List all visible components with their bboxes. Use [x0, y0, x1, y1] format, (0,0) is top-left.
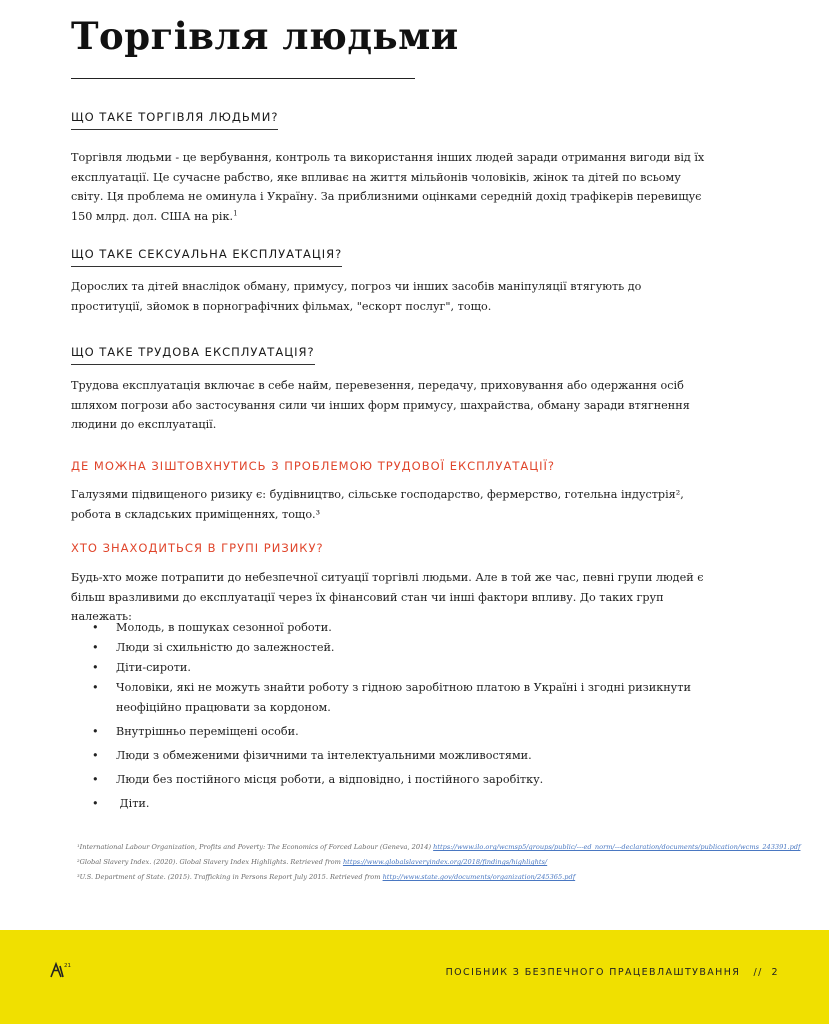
- section-body-sexual-exploitation: Дорослих та дітей внаслідок обману, примусу, погроз чи інших засобів маніпуляції втягують до проституції, зйомок в порнографічних фільмах, "ескорт послуг", тощо.: [71, 280, 642, 313]
- section-heading-labour-exploitation: ЩО ТАКЕ ТРУДОВА ЕКСПЛУАТАЦІЯ?: [71, 345, 315, 365]
- section-body-risk-group: Будь-хто може потрапити до небезпечної ситуації торгівлі людьми. Але в той же час, певні групи людей є більш вразливими до експлуатації через їх фінансовий стан чи інші фактори впливу. До таких груп належать:: [71, 571, 704, 623]
- list-item: [71, 618, 711, 638]
- footnote-1: [77, 843, 800, 851]
- section-body-labour-exploitation: Трудова експлуатація включає в себе найм, перевезення, передачу, приховування або одержання осіб шляхом погрози або застосування сили чи інших форм примусу, шахрайства, обману заради втягнення людини до експлуатації.: [71, 379, 690, 431]
- section-heading-trafficking: ЩО ТАКЕ ТОРГІВЛЯ ЛЮДЬМИ?: [71, 110, 278, 130]
- list-item-text: Чоловіки, які не можуть знайти роботу з гідною заробітною платою в Україні і згодні ризикнути неофіційно працювати за кордоном.: [116, 681, 691, 714]
- list-item: [71, 746, 711, 766]
- bullet-icon: •: [92, 773, 99, 786]
- section-body-where-exploitation: Галузями підвищеного ризику є: будівництво, сільське господарство, фермерство, готельна індустрія², робота в складських приміщеннях, тощо.³: [71, 488, 684, 521]
- bullet-icon: •: [92, 797, 99, 810]
- list-item: [71, 658, 711, 678]
- list-item-text: Люди без постійного місця роботи, а відповідно, і постійного заробітку.: [116, 773, 544, 786]
- bullet-icon: •: [92, 681, 99, 694]
- bullet-icon: •: [92, 749, 99, 762]
- page-title: Торгівля людьми: [71, 14, 459, 58]
- footer-guide-title: ПОСІБНИК З БЕЗПЕЧНОГО ПРАЦЕВЛАШТУВАННЯ // 2: [445, 967, 779, 978]
- section-body-trafficking: [71, 148, 711, 226]
- title-underline: [71, 78, 415, 79]
- bullet-icon: •: [92, 725, 99, 738]
- list-item-text: Діти.: [116, 797, 150, 810]
- footnote-link[interactable]: https://www.ilo.org/wcmsp5/groups/public/---ed_norm/---declaration/documents/publication/wcms_243391.pdf: [433, 843, 801, 851]
- page-footer: [0, 930, 829, 1024]
- list-item-text: Внутрішньо переміщені особи.: [116, 725, 299, 738]
- footnote-link[interactable]: http://www.state.gov/documents/organization/245365.pdf: [382, 873, 576, 881]
- footnote-3: [77, 873, 575, 881]
- footnote-2: [77, 858, 547, 866]
- bullet-icon: •: [92, 621, 99, 634]
- list-item-text: Люди зі схильністю до залежностей.: [116, 641, 335, 654]
- footnote-text: ²Global Slavery Index. (2020). Global Slavery Index Highlights. Retrieved from: [77, 858, 343, 866]
- list-item: [71, 722, 711, 742]
- bullet-icon: •: [92, 661, 99, 674]
- section-heading-risk-group: ХТО ЗНАХОДИТЬСЯ В ГРУПІ РИЗИКУ?: [71, 541, 324, 555]
- section-body-text: Торгівля людьми - це вербування, контроль та використання інших людей заради отримання вигоди від їх експлуатації. Це сучасне рабство, яке впливає на життя мільйонів чоловіків, жінок та дітей по всьому світу. Ця проблема не оминула і Україну. За приблизними оцінками середній дохід трафікерів перевищує 150 млрд. дол. США на рік.: [71, 151, 705, 223]
- list-item-text: Люди з обмеженими фізичними та інтелектуальними можливостями.: [116, 749, 532, 762]
- list-item-text: Діти-сироти.: [116, 661, 191, 674]
- footnote-text: ¹International Labour Organization, Profits and Poverty: The Economics of Forced Labour (Geneva, 2014): [77, 843, 434, 851]
- logo-superscript: 21: [64, 963, 71, 969]
- risk-group-list: [71, 618, 711, 814]
- list-item: [71, 794, 711, 814]
- list-item-text: Молодь, в пошуках сезонної роботи.: [116, 621, 332, 634]
- footnote-text: ³U.S. Department of State. (2015). Trafficking in Persons Report July 2015. Retrieved from: [77, 873, 383, 881]
- footnote-ref: 1: [233, 208, 238, 217]
- section-heading-where-exploitation: ДЕ МОЖНА ЗІШТОВХНУТИСЬ З ПРОБЛЕМОЮ ТРУДОВОЇ ЕКСПЛУАТАЦІЇ?: [71, 459, 556, 473]
- list-item: [71, 770, 711, 790]
- list-item: [71, 678, 711, 718]
- section-heading-sexual-exploitation: ЩО ТАКЕ СЕКСУАЛЬНА ЕКСПЛУАТАЦІЯ?: [71, 247, 342, 267]
- list-item: [71, 638, 711, 658]
- logo-icon: [50, 961, 72, 979]
- bullet-icon: •: [92, 641, 99, 654]
- footnote-link[interactable]: https://www.globalslaveryindex.org/2018/findings/highlights/: [342, 858, 548, 866]
